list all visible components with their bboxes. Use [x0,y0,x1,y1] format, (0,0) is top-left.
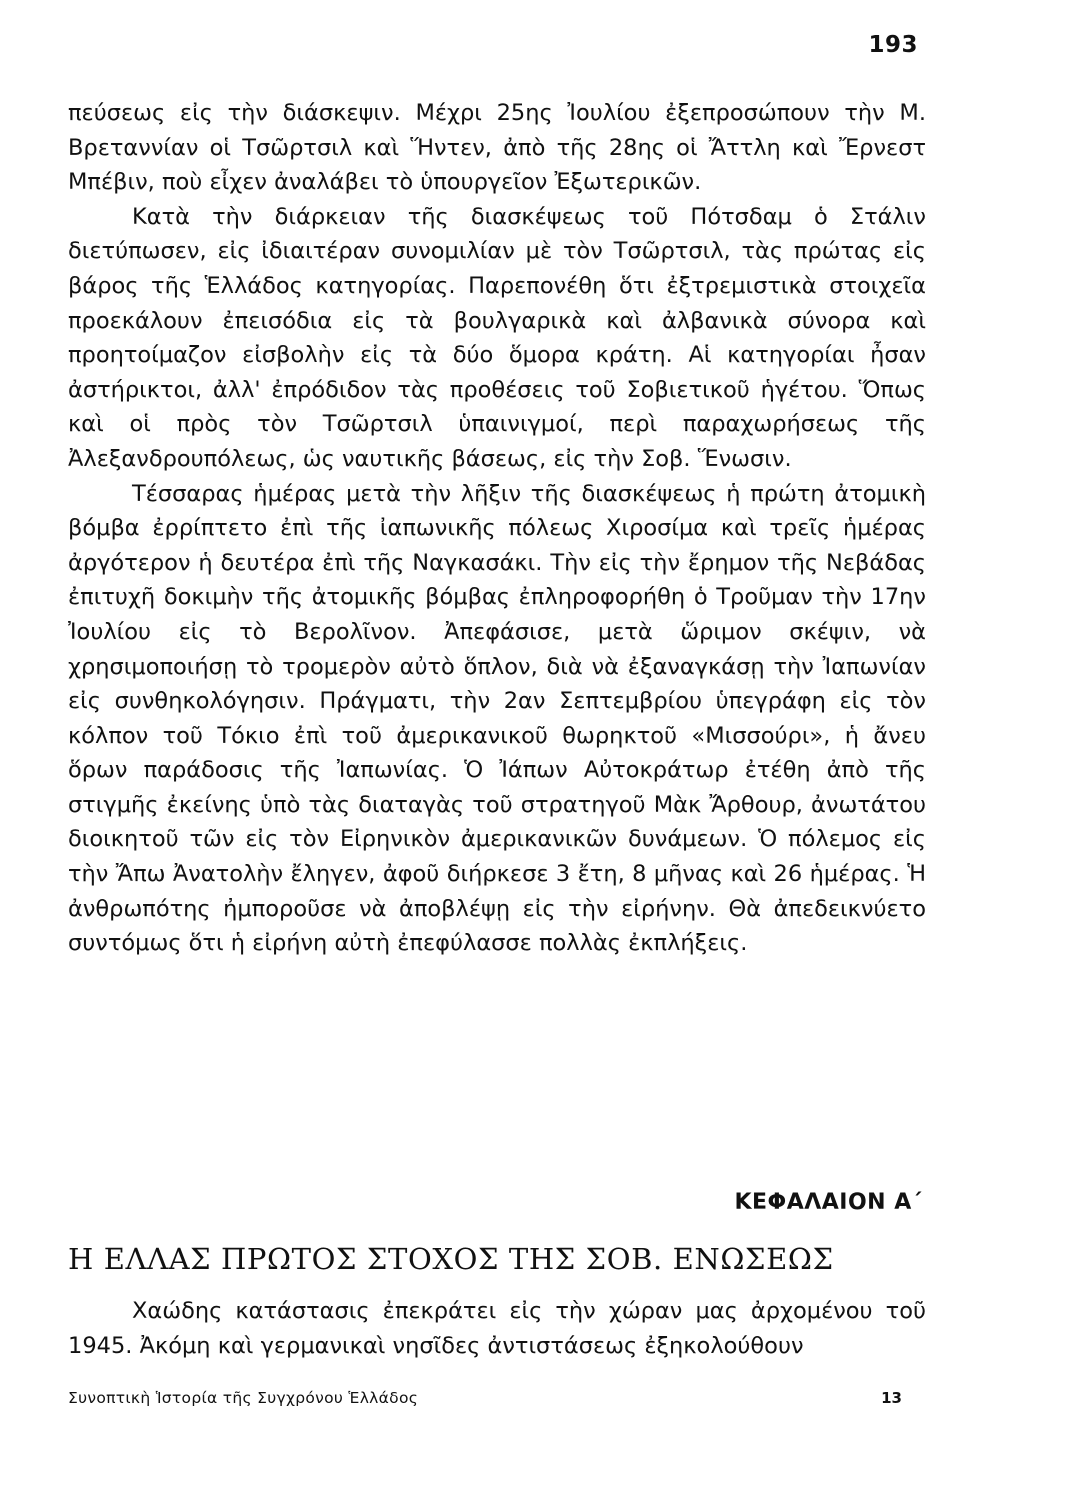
chapter-label: ΚΕΦΑΛΑΙΟΝ Α΄ [734,1190,922,1215]
footer-signature-number: 13 [881,1389,902,1407]
paragraph-continuation: πεύσεως εἰς τὴν διάσκεψιν. Μέχρι 25ης Ἰουλίου ἐξεπροσώπουν τὴν Μ. Βρεταννίαν οἱ Τσῶρτσιλ καὶ Ἥντεν, ἀπὸ τῆς 28ης οἱ Ἄττλη καὶ Ἔρνεστ Μπέβιν, ποὺ εἶχεν ἀναλάβει τὸ ὑπουργεῖον Ἐξωτερικῶν. [68,100,926,196]
paragraph-potsdam: Κατὰ τὴν διάρκειαν τῆς διασκέψεως τοῦ Πότσδαμ ὁ Στάλιν διετύπωσεν, εἰς ἰδιαιτέραν συνομιλίαν μὲ τὸν Τσῶρτσιλ, τὰς πρώτας εἰς βάρος τῆς Ἑλλάδος κατηγορίας. Παρεπονέθη ὅτι ἐξτρεμιστικὰ στοιχεῖα προεκάλουν ἐπεισόδια εἰς τὰ βουλγαρικὰ καὶ ἀλβανικὰ σύνορα καὶ προητοίμαζον εἰσβολὴν εἰς τὰ δύο ὅμορα κράτη. Αἱ κατηγορίαι ἦσαν ἀστήρικτοι, ἀλλ' ἐπρόδιδον τὰς προθέσεις τοῦ Σοβιετικοῦ ἡγέτου. Ὅπως καὶ οἱ πρὸς τὸν Τσῶρτσιλ ὑπαινιγμοί, περὶ παραχωρήσεως τῆς Ἀλεξανδρουπόλεως, ὡς ναυτικῆς βάσεως, εἰς τὴν Σοβ. Ἕνωσιν. [68,203,926,472]
page-number: 193 [868,32,918,58]
chapter-title: Η ΕΛΛΑΣ ΠΡΩΤΟΣ ΣΤΟΧΟΣ ΤΗΣ ΣΟΒ. ΕΝΩΣΕΩΣ [68,1242,834,1276]
paragraph-chapter-opening: Χαώδης κατάστασις ἐπεκράτει εἰς τὴν χώραν μας ἀρχομένου τοῦ 1945. Ἀκόμη καὶ γερμανικαὶ νησῖδες ἀντιστάσεως ἐξηκολούθουν [68,1298,926,1359]
body-text [68,96,926,961]
footer-book-title: Συνοπτικὴ Ἱστορία τῆς Συγχρόνου Ἑλλάδος [68,1389,419,1407]
chapter-opening-text [68,1294,926,1363]
paragraph-atomic-bomb: Τέσσαρας ἡμέρας μετὰ τὴν λῆξιν τῆς διασκέψεως ἡ πρώτη ἀτομικὴ βόμβα ἐρρίπτετο ἐπὶ τῆς ἰαπωνικῆς πόλεως Χιροσίμα καὶ τρεῖς ἡμέρας ἀργότερον ἡ δευτέρα ἐπὶ τῆς Ναγκασάκι. Τὴν εἰς τὴν ἔρημον τῆς Νεβάδας ἐπιτυχῆ δοκιμὴν τῆς ἀτομικῆς βόμβας ἐπληροφορήθη ὁ Τροῦμαν τὴν 17ην Ἰουλίου εἰς τὸ Βερολῖνον. Ἀπεφάσισε, μετὰ ὥριμον σκέψιν, νὰ χρησιμοποιήσῃ τὸ τρομερὸν αὐτὸ ὅπλον, διὰ νὰ ἐξαναγκάσῃ τὴν Ἰαπωνίαν εἰς συνθηκολόγησιν. Πράγματι, τὴν 2αν Σεπτεμβρίου ὑπεγράφη εἰς τὸν κόλπον τοῦ Τόκιο ἐπὶ τοῦ ἀμερικανικοῦ θωρηκτοῦ «Μισσούρι», ἡ ἄνευ ὅρων παράδοσις τῆς Ἰαπωνίας. Ὁ Ἰάπων Αὐτοκράτωρ ἐτέθη ἀπὸ τῆς στιγμῆς ἐκείνης ὑπὸ τὰς διαταγὰς τοῦ στρατηγοῦ Μὰκ Ἄρθουρ, ἀνωτάτου διοικητοῦ τῶν εἰς τὸν Εἰρηνικὸν ἀμερικανικῶν δυνάμεων. Ὁ πόλεμος εἰς τὴν Ἄπω Ἀνατολὴν ἔληγεν, ἀφοῦ διήρκεσε 3 ἔτη, 8 μῆνας καὶ 26 ἡμέρας. Ἡ ἀνθρωπότης ἠμποροῦσε νὰ ἀποβλέψῃ εἰς τὴν εἰρήνην. Θὰ ἀπεδεικνύετο συντόμως ὅτι ἡ εἰρήνη αὐτὴ ἐπεφύλασσε πολλὰς ἐκπλήξεις. [68,480,926,957]
